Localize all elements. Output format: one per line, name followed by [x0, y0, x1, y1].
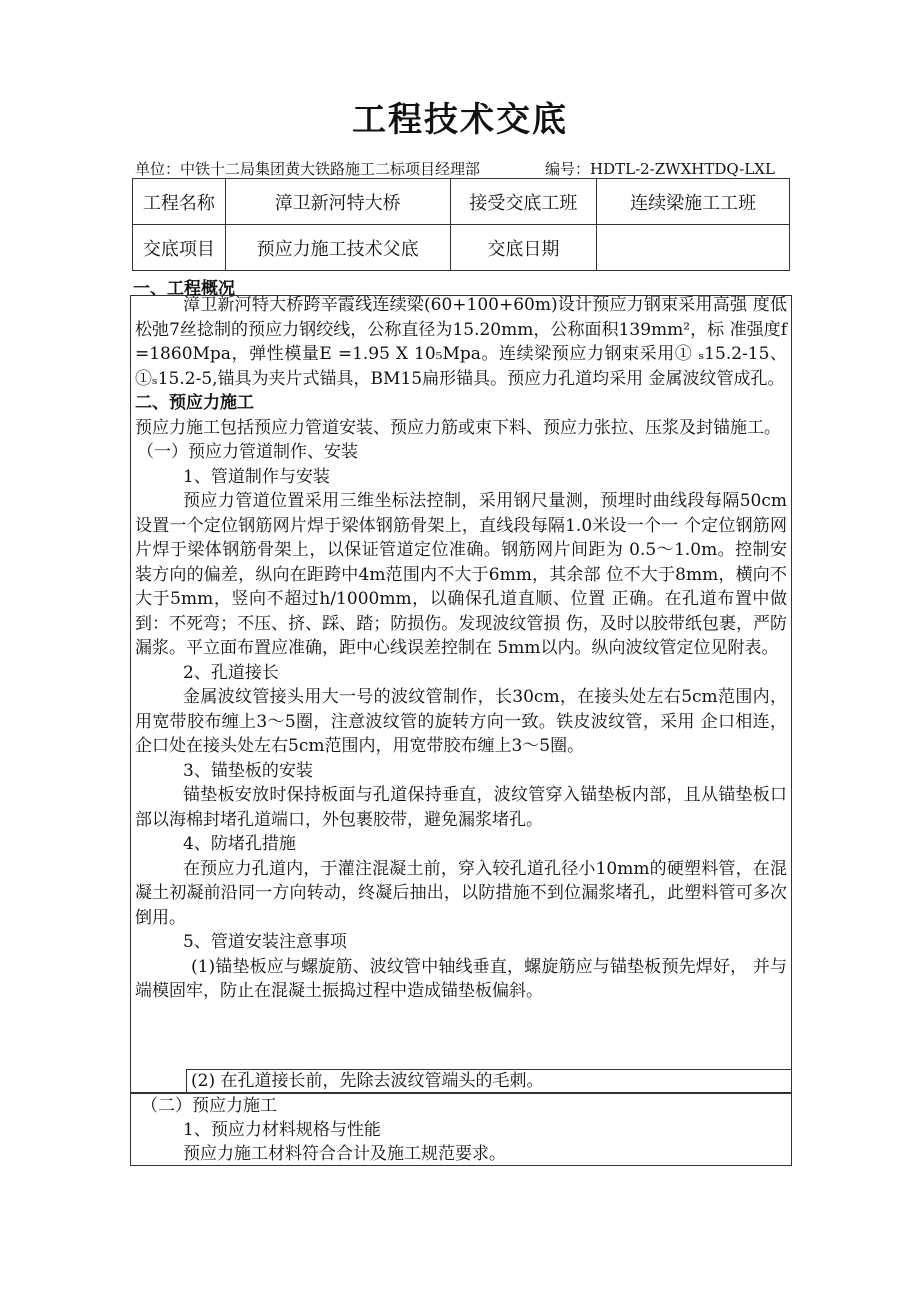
- table-cell: [597, 225, 790, 271]
- table-cell: 漳卫新河特大桥: [225, 179, 450, 225]
- table-cell: 交底日期: [450, 225, 597, 271]
- item-3-title: 3、锚垫板的安装: [183, 760, 313, 781]
- document-number: 编号：HDTL-2-ZWXHTDQ-LXL: [545, 160, 775, 178]
- subsection-2-title: （二）预应力施工: [141, 1096, 277, 1116]
- document-meta: [135, 158, 795, 179]
- section-1-title: 一、工程概况: [133, 279, 235, 299]
- sub2-item-1-title: 1、预应力材料规格与性能: [183, 1120, 381, 1140]
- item-2-title: 2、孔道接长: [183, 662, 279, 683]
- item-5-title: 5、管道安装注意事项: [183, 932, 347, 952]
- table-row: [133, 179, 790, 225]
- table-cell: 接受交底工班: [450, 179, 597, 225]
- section-2-title: 二、预应力施工: [135, 393, 254, 413]
- item-1-body: 预应力管道位置采用三维坐标法控制，采用钢尺量测，预埋时曲线段每隔50cm设置一个定位钢筋网片焊于梁体钢筋骨架上，直线段每隔1.0米设一个一 个定位钢筋网片焊于梁体钢筋骨架上，以保证管道定位准确。钢筋网片间距为 0.5〜1.0m。控制安装方向的偏差，纵向在距跨中4m范围内不大于6mm，其余部 位不大于8mm，横向不大于5mm，竖向不超过h/1000mm，以确保孔道直顺、位置 正确。在孔道布置中做到：不死弯；不压、挤、踩、踏；防损伤。发现波纹管损 伤，及时以胶带纸包裹，严防漏浆。平立面布置应准确，距中心线误差控制在 5mm以内。纵向波纹管定位见附表。: [135, 491, 787, 658]
- item-4-title: 4、防堵孔措施: [183, 834, 296, 854]
- table-cell: 工程名称: [133, 179, 226, 225]
- project-overview: 漳卫新河特大桥跨辛霞线连续梁(60+100+60m)设计预应力钢束采用高强 度低松弛7丝捻制的预应力钢绞线，公称直径为15.20mm，公称面积139mm²，标 准强度f =1860Mpa，弹性模量E =1.95 X 10₅Mpa。连续梁预应力钢束采用① ₛ15.2-15、①ₛ15.2-5,锚具为夹片式锚具，BM15扁形锚具。预应力孔道均采用 金属波纹管成孔。: [135, 295, 787, 389]
- item-1-title: 1、管道制作与安装: [183, 466, 330, 487]
- unit-label: 单位：中铁十二局集团黄大铁路施工二标项目经理部: [135, 160, 481, 178]
- content-box: [130, 295, 792, 1093]
- table-cell: 交底项目: [133, 225, 226, 271]
- content-box-2: [130, 1093, 792, 1166]
- item-5-note-2: (2) 在孔道接长前，先除去波纹管端头的毛刺。: [191, 1071, 544, 1091]
- project-info-table: [132, 178, 790, 271]
- section-2-intro: 预应力施工包括预应力管道安装、预应力筋或束下料、预应力张拉、压浆及封锚施工。: [135, 417, 781, 438]
- document-title: 工程技术交底: [352, 100, 568, 140]
- table-cell: 预应力施工技术父底: [225, 225, 450, 271]
- note-row: [186, 1069, 792, 1094]
- sub2-item-1-body: 预应力施工材料符合合计及施工规范要求。: [183, 1144, 506, 1164]
- item-2-body: 金属波纹管接头用大一号的波纹管制作，长30cm，在接头处左右5cm范围内，用宽带胶布缠上3〜5圈，注意波纹管的旋转方向一致。铁皮波纹管，采用 企口相连，企口处在接头处左右5cm范围内，用宽带胶布缠上3〜5圈。: [135, 687, 787, 756]
- item-3-body: 锚垫板安放时保持板面与孔道保持垂直，波纹管穿入锚垫板内部，且从锚垫板口部以海棉封堵孔道端口，外包裹胶带，避免漏浆堵孔。: [135, 785, 787, 830]
- item-4-body: 在预应力孔道内，于灌注混凝土前，穿入较孔道孔径小10mm的硬塑料管，在混凝土初凝前沿同一方向转动，终凝后抽出，以防措施不到位漏浆堵孔，此塑料管可多次倒用。: [135, 858, 787, 928]
- item-5-body: (1)锚垫板应与螺旋筋、波纹管中轴线垂直，螺旋筋应与锚垫板预先焊好， 并与端模固牢，防止在混凝土振捣过程中造成锚垫板偏斜。: [135, 956, 787, 1001]
- subsection-1-title: （一）预应力管道制作、安装: [137, 442, 358, 462]
- table-cell: 连续梁施工工班: [597, 179, 790, 225]
- table-row: [133, 225, 790, 271]
